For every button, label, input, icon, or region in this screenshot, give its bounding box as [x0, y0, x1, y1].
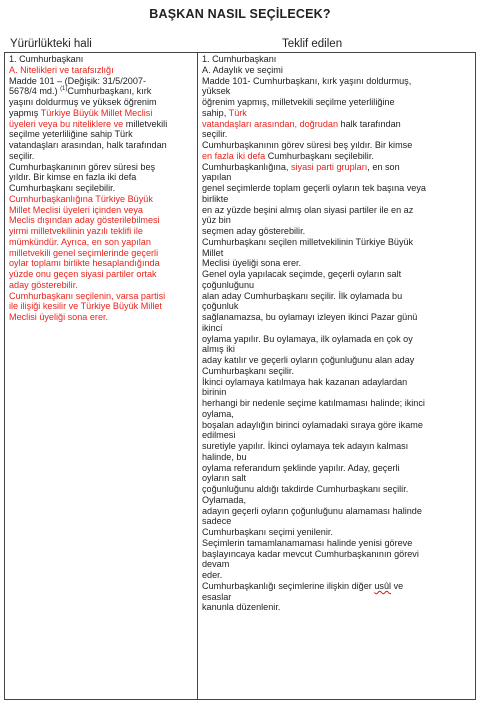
- text-segment: sahip,: [202, 107, 229, 118]
- left-text-line: [9, 65, 194, 76]
- text-segment: Madde 101 – (Değişik: 31/5/2007-: [9, 75, 146, 86]
- highlighted-text: Cumhurbaşkanlığına Türkiye Büyük: [9, 193, 153, 204]
- right-text-line: [202, 76, 472, 87]
- right-text-line: [202, 516, 472, 527]
- text-segment: adayın geçerli oyların çoğunluğunu alamaması halinde: [202, 505, 422, 516]
- left-text-line: [9, 215, 194, 226]
- text-segment: 1. Cumhurbaşkanı: [9, 54, 84, 64]
- text-segment: halk tarafından: [338, 118, 401, 129]
- highlighted-text: üyeleri veya bu niteliklere ve: [9, 118, 124, 129]
- text-segment: esaslar: [202, 591, 232, 602]
- right-text-line: [202, 355, 472, 366]
- text-segment: halinde, bu: [202, 451, 247, 462]
- text-segment: Cumhurbaşkanlığı seçimlerine ilişkin diğer: [202, 580, 375, 591]
- text-segment: Cumhurbaşkanı seçimi yenilenir.: [202, 527, 333, 537]
- text-segment: çoğunluğunu: [202, 279, 255, 290]
- highlighted-text: Meclisi üyeliği sona erer.: [9, 312, 109, 322]
- text-segment: alan aday Cumhurbaşkanı seçilir. İlk oylamada bu: [202, 290, 403, 301]
- text-segment: yüksek: [202, 86, 231, 97]
- left-text-line: [9, 97, 194, 108]
- text-segment: almış iki: [202, 344, 235, 355]
- text-segment: Genel oyla yapılacak seçimde, geçerli oyların salt: [202, 269, 402, 279]
- right-text-line: [202, 559, 472, 570]
- text-segment: Oylamada,: [202, 494, 246, 505]
- left-text-line: [9, 119, 194, 130]
- left-text-line: [9, 280, 194, 291]
- text-segment: milletvekili: [123, 118, 168, 129]
- text-segment: 5678/4 md.): [9, 86, 61, 97]
- text-segment: vatandaşları arasından, halk tarafından: [9, 140, 167, 150]
- left-text-line: [9, 291, 194, 302]
- text-segment: Cumhurbaşkanının görev süresi beş yıldır. Bir kimse: [202, 140, 413, 150]
- highlighted-text: yirmi milletvekilinin yazılı teklifi ile: [9, 226, 143, 236]
- current-text-cell: [5, 53, 198, 700]
- highlighted-text: Cumhurbaşkanı seçilenin, varsa partisi: [9, 290, 166, 301]
- highlighted-text: aday gösterebilir.: [9, 279, 78, 290]
- right-text-line: [202, 108, 472, 119]
- highlighted-text: ile ilişiği kesilir ve Türkiye Büyük Millet: [9, 301, 162, 312]
- text-segment: Cumhurbaşkanı seçilebilir.: [9, 183, 116, 193]
- comparison-table: [4, 52, 476, 700]
- text-segment: ve: [391, 580, 404, 591]
- text-segment: seçmen aday gösterebilir.: [202, 226, 306, 236]
- text-segment: boşalan adaylığın birinci oylamadaki sıraya göre ikame: [202, 419, 423, 430]
- right-text-line: [202, 452, 472, 463]
- right-text-line: [202, 506, 472, 517]
- highlighted-text: mümkündür. Ayrıca, en son yapılan: [9, 236, 151, 247]
- right-text-line: [202, 441, 472, 452]
- right-text-line: [202, 484, 472, 495]
- highlighted-text: vatandaşları arasından, doğrudan: [202, 118, 338, 129]
- right-text-line: [202, 366, 472, 377]
- text-segment: yapmış: [9, 107, 41, 118]
- right-text-line: [202, 65, 472, 76]
- text-segment: Cumhurbaşkanının görev süresi beş: [9, 161, 156, 172]
- text-segment: seçilme yeterliliğine sahip Türk: [9, 129, 133, 140]
- text-segment: genel seçimlerde toplam geçerli oyların tek başına veya: [202, 183, 426, 193]
- right-text-line: [202, 334, 472, 345]
- right-text-line: [202, 312, 472, 323]
- proposed-text-cell: [198, 53, 476, 700]
- text-segment: (1): [60, 86, 68, 93]
- text-segment: yıldır. Bir kimse en fazla iki defa: [9, 172, 137, 183]
- right-text-line: [202, 86, 472, 97]
- right-text-line: [202, 140, 472, 151]
- right-text-line: [202, 344, 472, 355]
- text-segment: Millet: [202, 247, 224, 258]
- text-segment: seçilir.: [202, 129, 228, 140]
- text-segment: sadece: [202, 516, 232, 527]
- text-segment: herhangi bir nedenle seçime katılmaması halinde; ikinci: [202, 398, 425, 408]
- right-text-line: [202, 538, 472, 549]
- right-text-line: [202, 215, 472, 226]
- right-text-line: [202, 495, 472, 506]
- right-text-line: [202, 119, 472, 130]
- right-text-line: [202, 301, 472, 312]
- right-text-line: [202, 473, 472, 484]
- text-segment: birinin: [202, 387, 227, 398]
- text-segment: aday katılır ve geçerli oyların çoğunluğunu alan aday: [202, 355, 415, 365]
- text-segment: eder.: [202, 570, 223, 580]
- right-text-line: [202, 387, 472, 398]
- text-segment: yapılan: [202, 172, 232, 183]
- left-text-line: [9, 151, 194, 162]
- right-text-line: [202, 430, 472, 441]
- highlighted-text: milletvekili genel seçimlerinde geçerli: [9, 247, 159, 258]
- left-text-line: [9, 183, 194, 194]
- text-segment: en az yüzde beşini almış olan siyasi partiler ile en az: [202, 204, 414, 215]
- text-segment: 1. Cumhurbaşkanı: [202, 54, 277, 64]
- column-header-current: Yürürlükteki hali: [10, 38, 92, 50]
- text-segment: öğrenim yapmış, milletvekili seçilme yeterliliğine: [202, 97, 395, 107]
- right-text-line: [202, 162, 472, 173]
- column-header-proposed: Teklif edilen: [282, 38, 343, 50]
- text-segment: suretiyle yapılır. İkinci oylamaya tek adayın kalması: [202, 441, 409, 451]
- right-text-line: [202, 420, 472, 431]
- text-segment: oylama yapılır. Bu oylamaya, ilk oylamada en çok oy: [202, 333, 413, 344]
- right-text-line: [202, 592, 472, 603]
- right-text-line: [202, 527, 472, 538]
- right-text-line: [202, 549, 472, 560]
- highlighted-text: siyasi parti grupları: [290, 161, 368, 172]
- right-text-line: [202, 151, 472, 162]
- right-text-line: [202, 183, 472, 194]
- text-segment: ikinci: [202, 322, 223, 333]
- left-text-line: [9, 312, 194, 323]
- right-text-line: [202, 409, 472, 420]
- left-text-line: [9, 226, 194, 237]
- highlighted-text: yüzde onu geçen siyasi partiler ortak: [9, 269, 157, 279]
- text-segment: oylama,: [202, 408, 234, 419]
- highlighted-text: en fazla iki defa: [202, 150, 266, 161]
- text-segment: Cumhurbaşkanı, kırk: [67, 86, 152, 97]
- text-segment: seçilir.: [9, 150, 35, 161]
- text-segment: yüz bin: [202, 215, 231, 226]
- right-text-line: [202, 269, 472, 280]
- text-segment: oyların salt: [202, 473, 246, 484]
- highlighted-text: A. Nitelikleri ve tarafsızlığı: [9, 64, 114, 75]
- table-row: [5, 53, 476, 700]
- text-segment: başlayıncaya kadar mevcut Cumhurbaşkanının görevi: [202, 548, 419, 559]
- highlighted-text: Türkiye Büyük Millet Meclisi: [40, 107, 153, 118]
- highlighted-text: Türk: [228, 107, 247, 118]
- text-segment: kanunla düzenlenir.: [202, 602, 281, 613]
- right-text-line: [202, 602, 472, 613]
- left-text-line: [9, 248, 194, 259]
- right-text-line: [202, 248, 472, 259]
- left-text-line: [9, 301, 194, 312]
- text-segment: oylama referandum şeklinde yapılır. Aday, geçerli: [202, 462, 400, 473]
- left-text-line: [9, 140, 194, 151]
- left-text-line: [9, 86, 194, 97]
- left-text-line: [9, 172, 194, 183]
- left-text-line: [9, 54, 194, 65]
- text-segment: Cumhurbaşkanı seçilir.: [202, 365, 294, 376]
- right-text-line: [202, 377, 472, 388]
- right-text-line: [202, 398, 472, 409]
- highlighted-text: Meclis dışından aday gösterilebilmesi: [9, 215, 160, 226]
- right-text-line: [202, 172, 472, 183]
- text-segment: yaşını doldurmuş ve yüksek öğrenim: [9, 97, 157, 107]
- text-segment: A. Adaylık ve seçimi: [202, 64, 283, 75]
- right-text-line: [202, 129, 472, 140]
- text-segment: sağlanamazsa, bu oylamayı izleyen ikinci Pazar günü: [202, 312, 418, 322]
- page-title: BAŞKAN NASIL SEÇİLECEK?: [149, 7, 331, 21]
- right-text-line: [202, 291, 472, 302]
- left-text-line: [9, 129, 194, 140]
- right-text-line: [202, 237, 472, 248]
- left-text-line: [9, 258, 194, 269]
- right-text-line: [202, 258, 472, 269]
- text-segment: Cumhurbaşkanlığına,: [202, 161, 291, 172]
- text-segment: birlikte: [202, 193, 229, 204]
- text-segment: Cumhurbaşkanı seçilen milletvekilinin Türkiye Büyük: [202, 236, 414, 247]
- text-segment: Cumhurbaşkanı seçilebilir.: [265, 150, 374, 161]
- right-text-line: [202, 323, 472, 334]
- left-text-line: [9, 108, 194, 119]
- text-segment: edilmesi: [202, 430, 236, 441]
- text-segment: usûl: [374, 580, 392, 591]
- text-segment: , en son: [367, 161, 400, 172]
- right-text-line: [202, 205, 472, 216]
- highlighted-text: oylar toplamı birlikte hesaplandığında: [9, 258, 160, 269]
- text-segment: Madde 101- Cumhurbaşkanı, kırk yaşını doldurmuş,: [202, 75, 412, 86]
- right-text-line: [202, 226, 472, 237]
- left-text-line: [9, 269, 194, 280]
- right-text-line: [202, 194, 472, 205]
- text-segment: devam: [202, 559, 230, 570]
- text-segment: İkinci oylamaya katılmaya hak kazanan adaylardan: [202, 376, 408, 387]
- left-text-line: [9, 76, 194, 87]
- right-text-line: [202, 570, 472, 581]
- left-text-line: [9, 194, 194, 205]
- text-segment: çoğunluk: [202, 301, 239, 312]
- text-segment: Meclisi üyeliği sona erer.: [202, 258, 302, 269]
- right-text-line: [202, 54, 472, 65]
- text-segment: Seçimlerin tamamlanamaması halinde yenisi göreve: [202, 537, 413, 548]
- left-text-line: [9, 237, 194, 248]
- right-text-line: [202, 97, 472, 108]
- highlighted-text: Millet Meclisi üyeleri içinden veya: [9, 204, 143, 215]
- right-text-line: [202, 280, 472, 291]
- text-segment: çoğunluğunu aldığı takdirde Cumhurbaşkanı seçilir.: [202, 484, 409, 494]
- right-text-line: [202, 581, 472, 592]
- left-text-line: [9, 162, 194, 173]
- left-text-line: [9, 205, 194, 216]
- right-text-line: [202, 463, 472, 474]
